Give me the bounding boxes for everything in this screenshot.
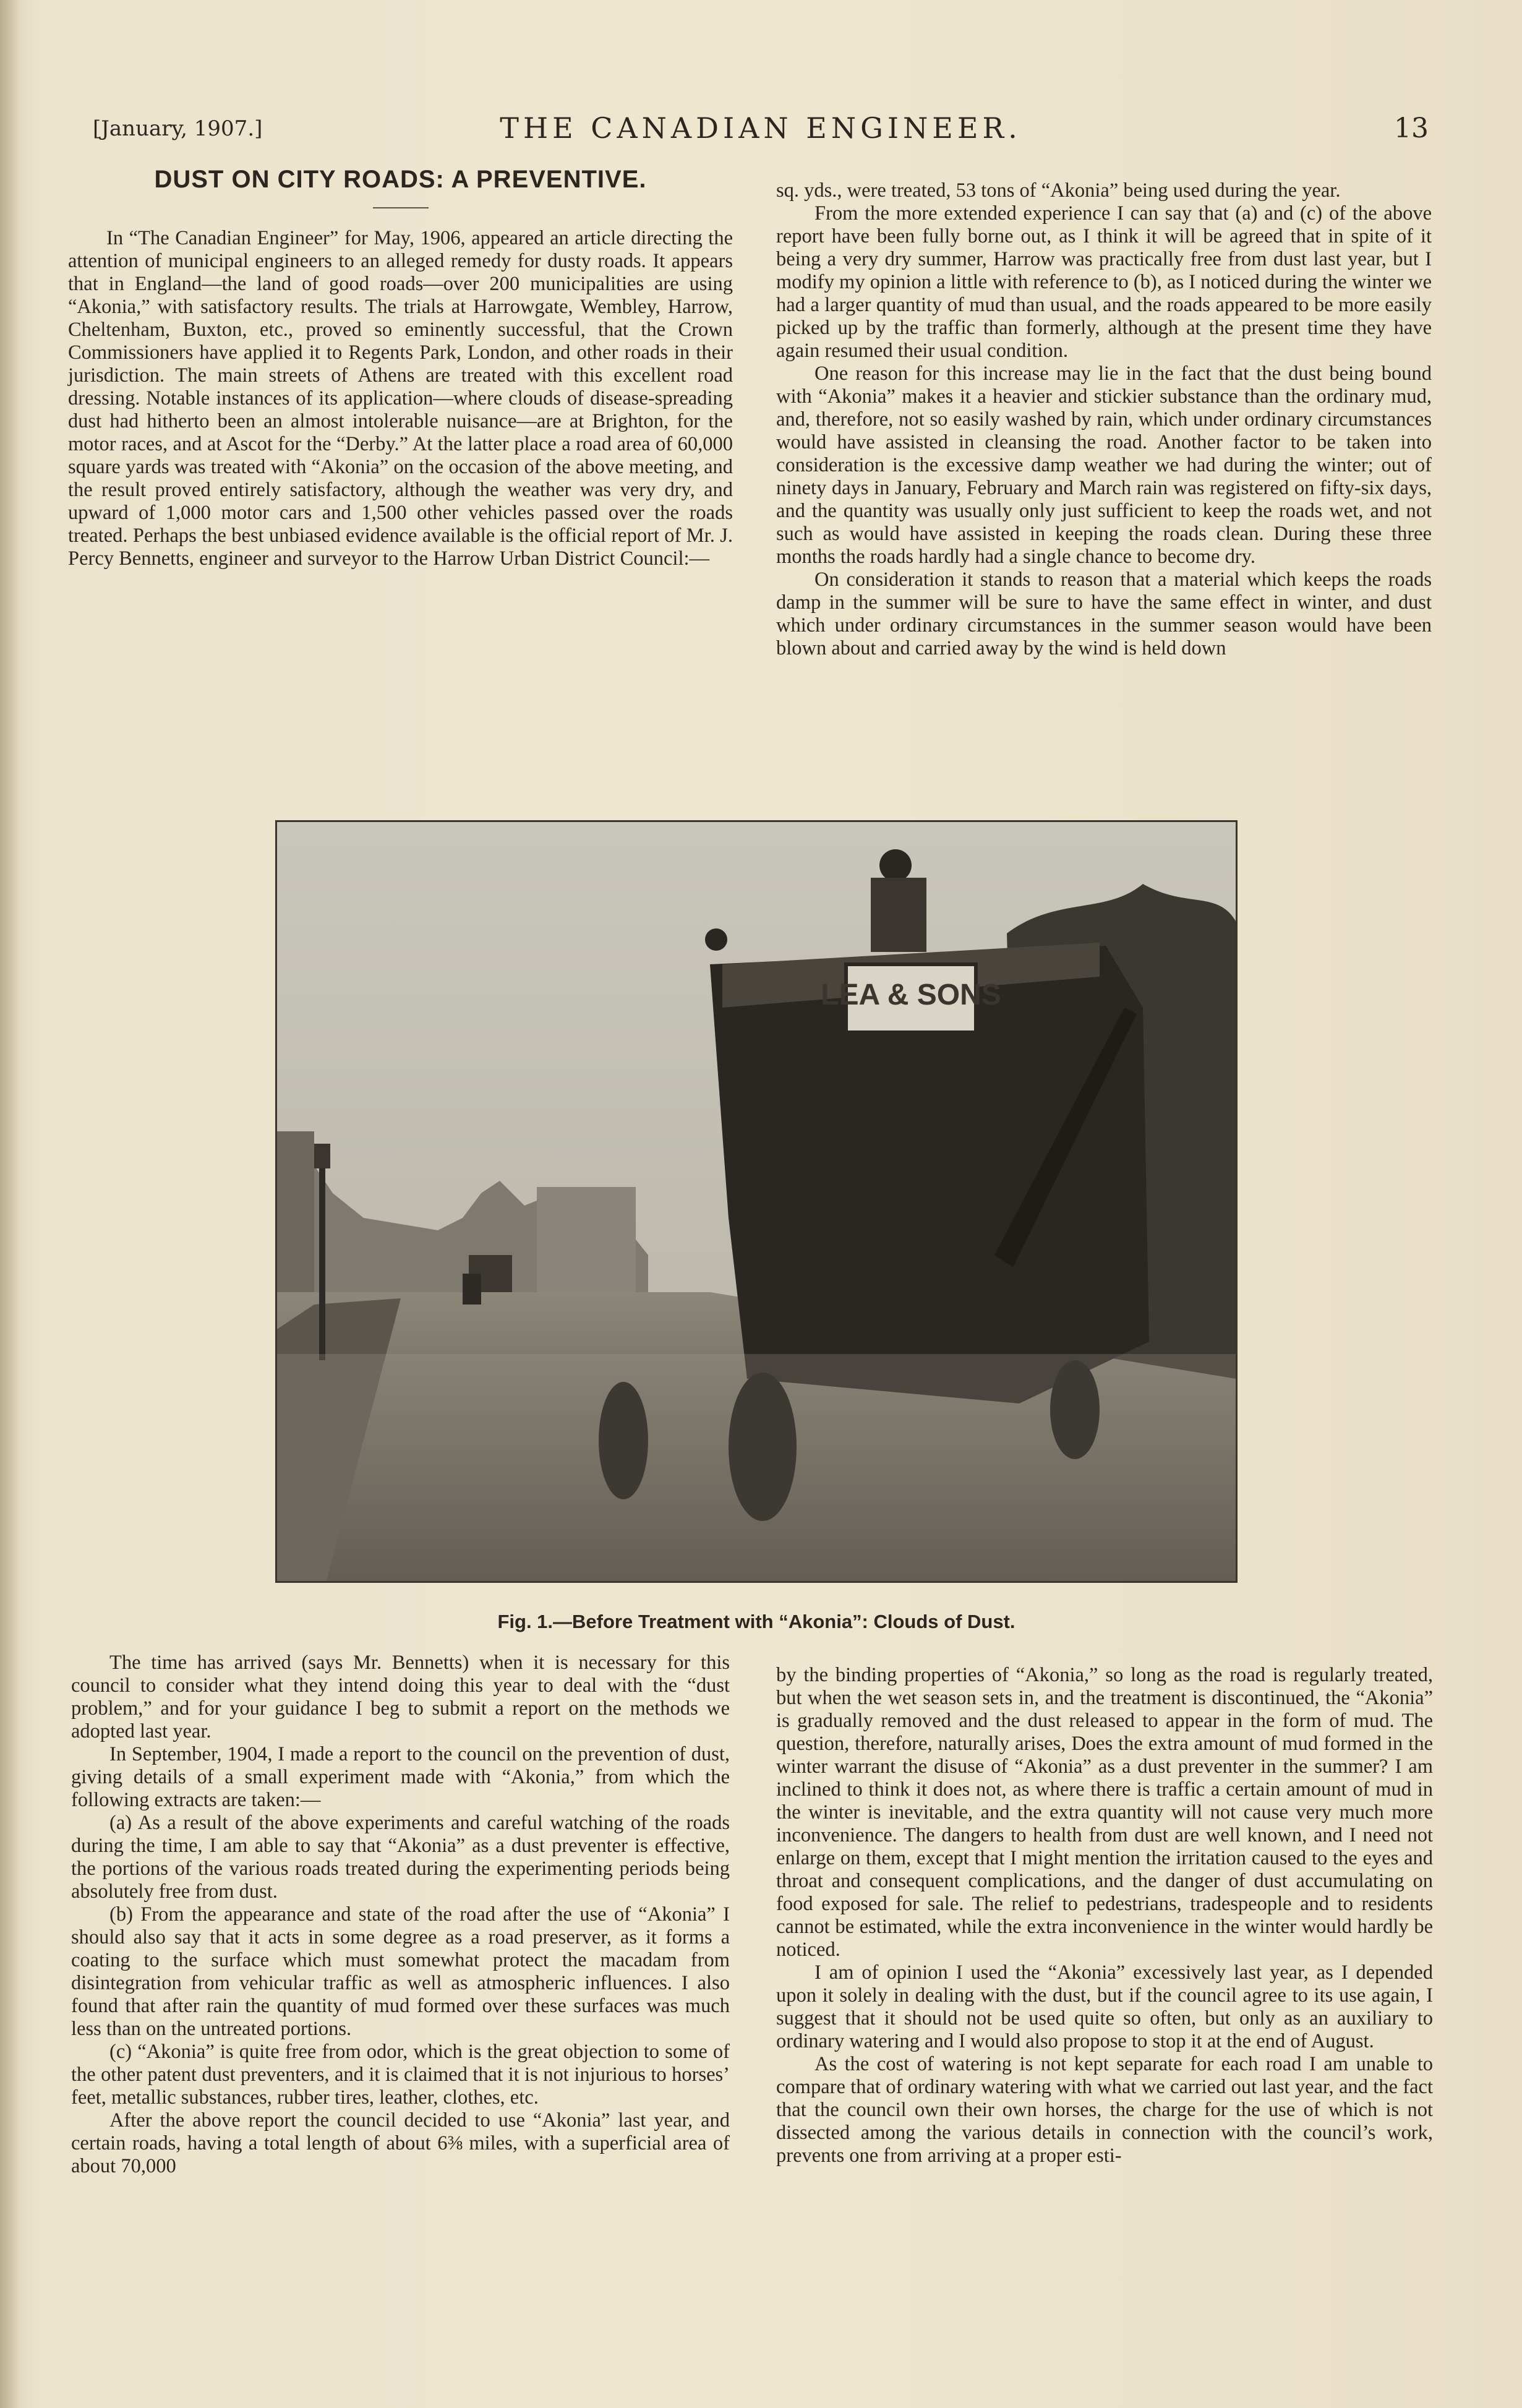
paragraph: One reason for this increase may lie in the fact that the dust being bound with “Akonia” makes it a heavier and stickier substance than the ordinary mud, and, therefore, not so easily washed by rain, which under ordinary circumstances would have assisted in cleansing the road. Another factor to be taken into consideration is the excessive damp weather we had during the winter; out of ninety days in January, February and March rain was registered on fifty-six days, and the quantity was usually only just sufficient to keep the roads wet, and not such as would have assisted in keeping the roads clean. During these three months the roads hardly had a single chance to become dry. <box>776 362 1432 568</box>
paragraph: As the cost of watering is not kept separate for each road I am unable to compare that of ordinary watering with what we carried out last year, and the fact that the council own their own horses, the charge for the use of which is not dissected among the various details in connection with the council’s work, prevents one from arriving at a proper esti- <box>776 2053 1433 2167</box>
title-rule <box>373 207 429 208</box>
paragraph: (c) “Akonia” is quite free from odor, which is the great objection to some of the other patent dust preventers, and it is claimed that it is not injurious to horses’ feet, metallic substances, rubber tires, leather, clothes, etc. <box>71 2041 730 2109</box>
paragraph: by the binding properties of “Akonia,” so long as the road is regularly treated, but when the wet season sets in, and the treatment is discontinued, the “Akonia” is gradually removed and the dust released to appear in the form of mud. The question, therefore, naturally arises, Does the extra amount of mud formed in the winter warrant the disuse of “Akonia” as a dust preventer in the summer? I am inclined to think it does not, as where there is traffic a certain amount of mud in the winter is inevitable, and the extra quantity will not cause very much more inconvenience. The dangers to health from dust are well known, and I need not enlarge on them, except that I might mention the irritation caused to the eyes and throat and consequent complications, and the danger of dust accumulating on food exposed for sale. The relief to pedestrians, tradespeople and to residents cannot be estimated, while the extra inconvenience in the winter would hardly be noticed. <box>776 1664 1433 1961</box>
column-top-right <box>776 179 1432 660</box>
column-top-left <box>68 168 733 570</box>
issue-date: [January, 1907.] <box>93 116 263 141</box>
paragraph: (b) From the appearance and state of the road after the use of “Akonia” I should also say that it acts in some degree as a road preserver, as it forms a coating to the surface which must somewhat protect the macadam from disintegration from vehicular traffic as well as atmospheric influences. I also found that after rain the quantity of mud formed over these surfaces was much less than on the untreated portions. <box>71 1903 730 2040</box>
paragraph: sq. yds., were treated, 53 tons of “Akonia” being used during the year. <box>776 179 1341 202</box>
column-bottom-left <box>71 1652 730 2178</box>
paragraph: In September, 1904, I made a report to the council on the prevention of dust, giving details of a small experiment made with “Akonia,” from which the following extracts are taken:— <box>71 1743 730 1811</box>
column-bottom-right <box>776 1664 1433 2167</box>
page-spine-shadow <box>0 0 19 2408</box>
figure-photo <box>275 820 1238 1583</box>
omnibus-signage: LEA & SONS <box>821 979 1001 1011</box>
paragraph: After the above report the council decided to use “Akonia” last year, and certain roads, having a total length of about 6⅜ miles, with a superficial area of about 70,000 <box>71 2109 730 2177</box>
paragraph: (a) As a result of the above experiments and careful watching of the roads during the time, I am able to say that “Akonia” as a dust preventer is effective, the portions of the various roads treated during the experimenting periods being absolutely free from dust. <box>71 1812 730 1903</box>
running-header <box>93 111 1429 148</box>
paragraph: In “The Canadian Engineer” for May, 1906, appeared an article directing the attention of municipal engineers to an alleged remedy for dusty roads. It appears that in England—the land of good roads—over 200 municipalities are using “Akonia,” with satisfactory results. The trials at Harrowgate, Wembley, Harrow, Cheltenham, Buxton, etc., proved so eminently successful, that the Crown Commissioners have applied it to Regents Park, London, and other roads in their jurisdiction. The main streets of Athens are treated with this excellent road dressing. Notable instances of its application—where clouds of disease-spreading dust had hitherto been an almost intolerable nuisance—are at Brighton, for the motor races, and at Ascot for the “Derby.” At the latter place a road area of 60,000 square yards was treated with “Akonia” on the occasion of the above meeting, and the result proved entirely satisfactory, although the weather was very dry, and upward of 1,000 motor cars and 1,500 other vehicles passed over the roads treated. Perhaps the best unbiased evidence available is the official report of Mr. J. Percy Bennetts, engineer and surveyor to the Harrow Urban District Council:— <box>68 227 733 570</box>
paragraph: From the more extended experience I can say that (a) and (c) of the above report have been fully borne out, as I think it will be agreed that in spite of it being a very dry summer, Harrow was practically free from dust last year, but I modify my opinion a little with reference to (b), as I noticed during the winter we had a larger quantity of mud than usual, and the roads appeared to be more easily picked up by the traffic than formerly, although at the present time they have again resumed their usual condition. <box>776 202 1432 362</box>
journal-title: THE CANADIAN ENGINEER. <box>500 111 1022 145</box>
paragraph: The time has arrived (says Mr. Bennetts) when it is necessary for this council to consider what they intend doing this year to deal with the “dust problem,” and for your guidance I beg to submit a report on the methods we adopted last year. <box>71 1652 730 1742</box>
figure-caption: Fig. 1.—Before Treatment with “Akonia”: Clouds of Dust. <box>497 1611 1015 1632</box>
omnibus-photo <box>277 822 1236 1581</box>
article-title: DUST ON CITY ROADS: A PREVENTIVE. <box>154 166 647 193</box>
col1-body <box>68 227 733 570</box>
page-number: 13 <box>1394 113 1429 144</box>
paragraph: On consideration it stands to reason that a material which keeps the roads damp in the summer will be sure to have the same effect in winter, and dust which under ordinary circumstances in the summer season would have been blown about and carried away by the wind is held down <box>776 568 1432 659</box>
paragraph: I am of opinion I used the “Akonia” excessively last year, as I depended upon it solely in dealing with the dust, but if the council agree to its use again, I suggest that it should not be used quite so often, but only as an auxiliary to ordinary watering and I would also propose to stop it at the end of August. <box>776 1961 1433 2052</box>
